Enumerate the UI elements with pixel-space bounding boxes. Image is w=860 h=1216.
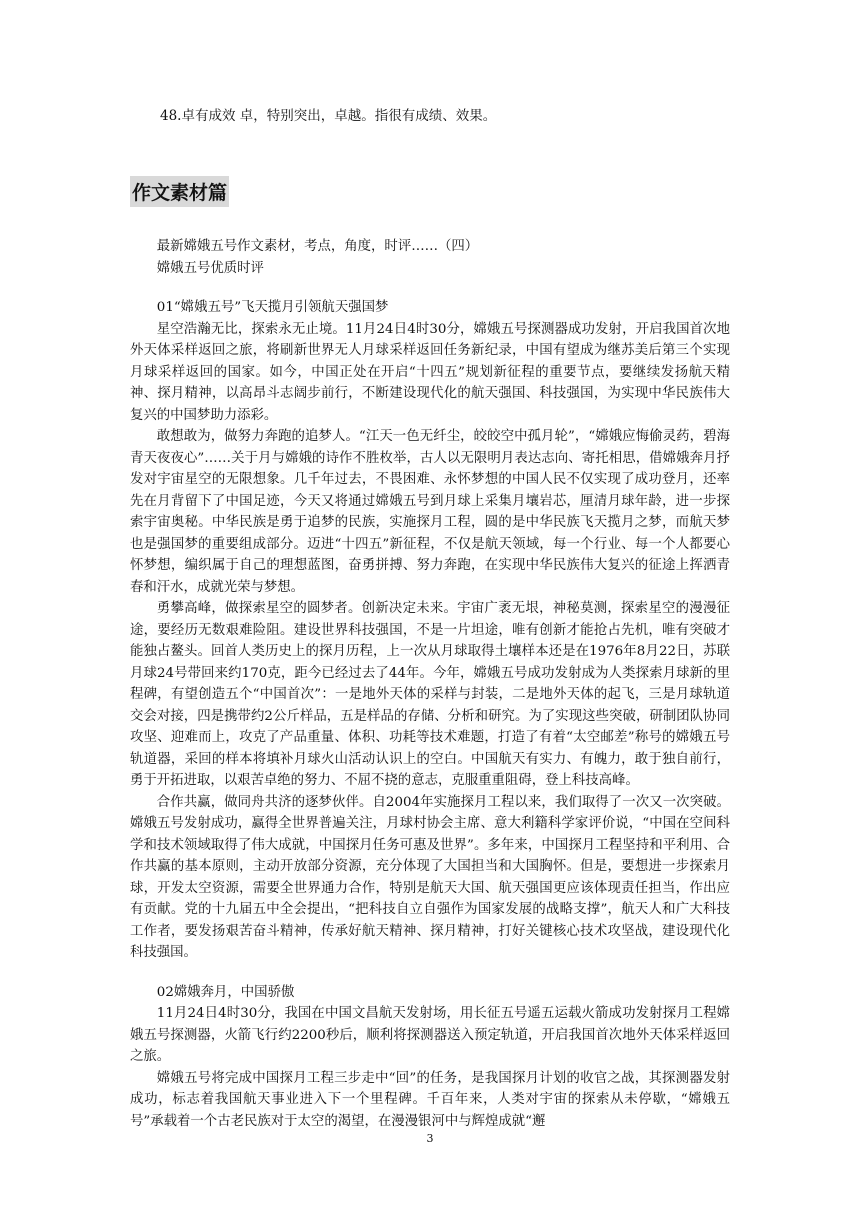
paragraph: 合作共赢，做同舟共济的逐梦伙伴。自2004年实施探月工程以来，我们取得了一次又一次突破。嫦娥五号发射成功，赢得全世界普遍关注，月球村协会主席、意大利籍科学家评价说，“中国在空间科学和技术领域取得了伟大成就，中国探月任务可惠及世界”。多年来，中国探月工程坚持和平利用、合作共赢的基本原则，主动开放部分资源，充分体现了大国担当和大国胸怀。但是，要想进一步探索月球，开发太空资源，需要全世界通力合作，特别是航天大国、航天强国更应该体现责任担当，作出应有贡献。党的十九届五中全会提出，“把科技自立自强作为国家发展的战略支撑”，航天人和广大科技工作者，要发扬艰苦奋斗精神，传承好航天精神、探月精神，打好关键核心技术攻坚战，建设现代化科技强国。 [130,794,730,960]
vocab-item-48: 48.卓有成效 卓，特别突出，卓越。指很有成绩、效果。 [160,108,497,124]
paragraph: 勇攀高峰，做探索星空的圆梦者。创新决定未来。宇宙广袤无垠，神秘莫测，探索星空的漫漫征途，要经历无数艰难险阻。建设世界科技强国，不是一片坦途，唯有创新才能抢占先机，唯有突破才能独占鳌头。回首人类历史上的探月历程，上一次从月球取得土壤样本还是在1976年8月22日，苏联月球24号带回来约170克，距今已经过去了44年。今年，嫦娥五号成功发射成为人类探索月球新的里程碑，有望创造五个“中国首次”：一是地外天体的采样与封装，二是地外天体的起飞，三是月球轨道交会对接，四是携带约2公斤样品，五是样品的存储、分析和研究。为了实现这些突破，研制团队协同攻坚、迎难而上，攻克了产品重量、体积、功耗等技术难题，打造了有着“太空邮差”称号的嫦娥五号轨道器，采回的样本将填补月球火山活动认识上的空白。中国航天有实力、有魄力，敢于独自前行，勇于开拓进取，以艰苦卓绝的努力、不屈不挠的意志，克服重重阻碍，登上科技高峰。 [130,601,730,788]
article-heading: 01“嫦娥五号”飞天揽月引领航天强国梦 [156,300,389,315]
paragraph: 敢想敢为，做努力奔跑的追梦人。“江天一色无纤尘，皎皎空中孤月轮”，“嫦娥应悔偷灵药，碧海青天夜夜心”……关于月与嫦娥的诗作不胜枚举，古人以无限明月表达志向、寄托相思，借嫦娥奔月抒发对宇宙星空的无限想象。几千年过去，不畏困难、永怀梦想的中国人民不仅实现了成功登月，还率先在月背留下了中国足迹，今天又将通过嫦娥五号到月球上采集月壤岩芯，厘清月球年龄，进一步探索宇宙奥秘。中华民族是勇于追梦的民族，实施探月工程，圆的是中华民族飞天揽月之梦，而航天梦也是强国梦的重要组成部分。迈进“十四五”新征程，不仅是航天领域，每一个行业、每一个人都要心怀梦想，编织属于自己的理想蓝图，奋勇拼搏、努力奔跑，在实现中华民族伟大复兴的征途上挥洒青春和汗水，成就光荣与梦想。 [130,429,730,595]
section-title: 作文素材篇 [130,176,229,207]
intro-line: 最新嫦娥五号作文素材，考点，角度，时评……（四） [156,239,479,254]
article-heading: 02嫦娥奔月，中国骄傲 [156,984,295,1000]
page-number: 3 [426,1132,434,1145]
paragraph: 嫦娥五号将完成中国探月工程三步走中“回”的任务，是我国探月计划的收官之战，其探测器发射成功，标志着我国航天事业进入下一个里程碑。千百年来，人类对宇宙的探索从未停歇，“嫦娥五号”承载着一个古老民族对于太空的渴望，在漫漫银河中与辉煌成就“邂 [130,1070,730,1129]
paragraph: 11月24日4时30分，我国在中国文昌航天发射场，用长征五号遥五运载火箭成功发射探月工程嫦娥五号探测器，火箭飞行约2200秒后，顺利将探测器送入预定轨道，开启我国首次地外天体采样返回之旅。 [130,1006,730,1064]
article-body [130,236,730,1132]
paragraph: 星空浩瀚无比，探索永无止境。11月24日4时30分，嫦娥五号探测器成功发射，开启我国首次地外天体采样返回之旅，将刷新世界无人月球采样返回任务新纪录，中国有望成为继苏美后第三个实现月球采样返回的国家。如今，中国正处在开启“十四五”规划新征程的重要节点，要继续发扬航天精神、探月精神，以高昂斗志阔步前行，不断建设现代化的航天强国、科技强国，为实现中华民族伟大复兴的中国梦助力添彩。 [130,321,730,423]
intro-line: 嫦娥五号优质时评 [156,260,264,276]
